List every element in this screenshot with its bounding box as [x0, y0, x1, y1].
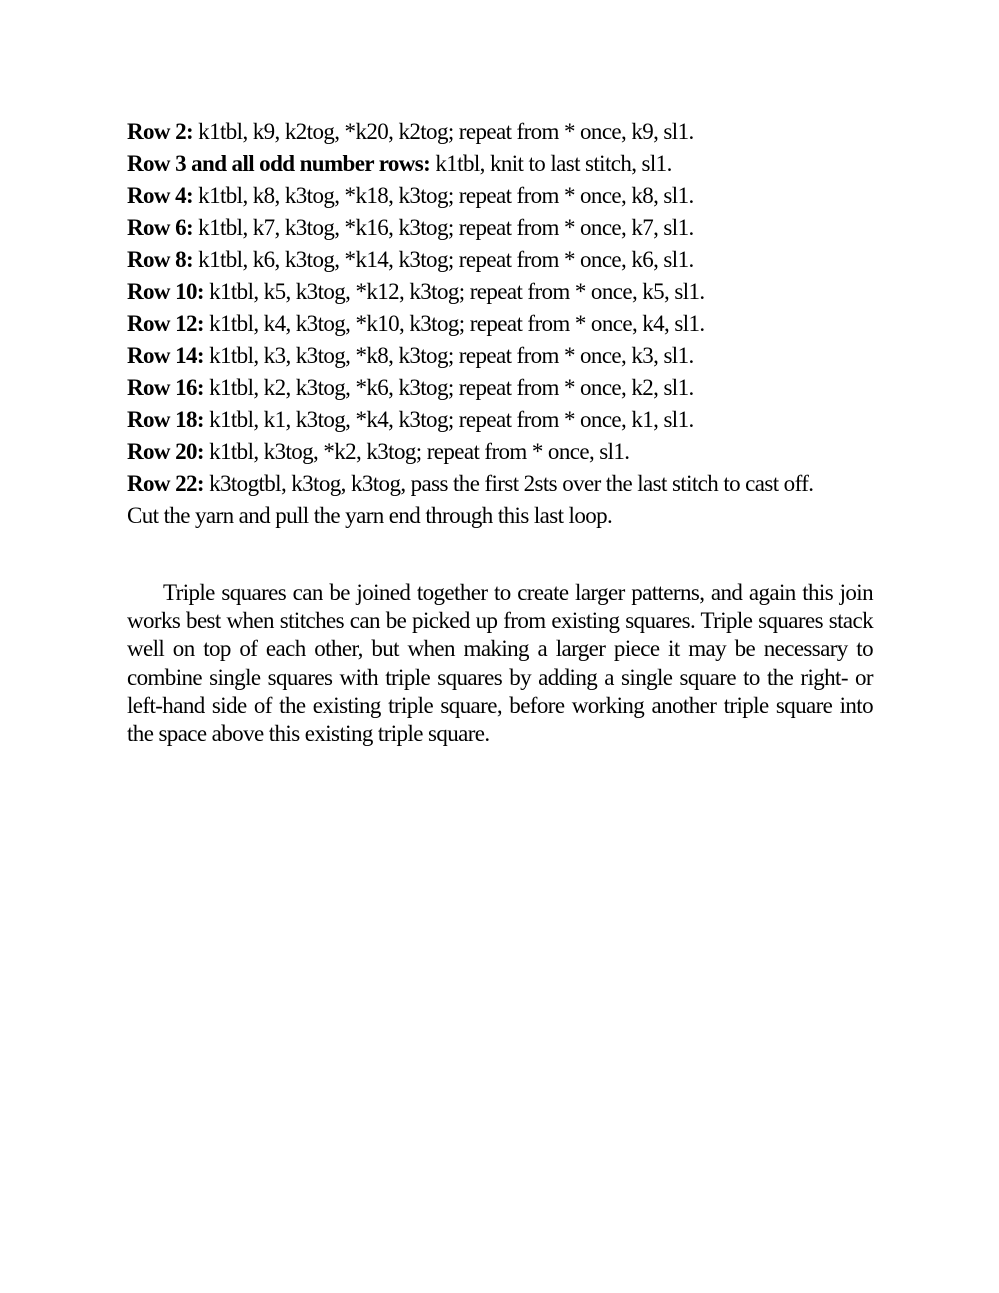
instruction-row-3-odd [127, 148, 875, 180]
instruction-row-20 [127, 436, 875, 468]
row-text: k3togtbl, k3tog, k3tog, pass the first 2sts over the last stitch to cast off. [203, 471, 814, 496]
closing-instruction: Cut the yarn and pull the yarn end through this last loop. [127, 503, 613, 528]
instruction-row-2 [127, 116, 875, 148]
row-text: k1tbl, k3tog, *k2, k3tog; repeat from * once, sl1. [203, 439, 630, 464]
instruction-row-8 [127, 244, 875, 276]
instruction-row-4 [127, 180, 875, 212]
row-label: Row 14: [127, 343, 204, 368]
instruction-row-6 [127, 212, 875, 244]
row-label: Row 16: [127, 375, 204, 400]
row-label: Row 18: [127, 407, 204, 432]
instruction-row-10 [127, 276, 875, 308]
row-label: Row 4: [127, 183, 194, 208]
instruction-row-16 [127, 372, 875, 404]
row-label: Row 2: [127, 119, 194, 144]
row-text: k1tbl, k2, k3tog, *k6, k3tog; repeat from * once, k2, sl1. [203, 375, 694, 400]
instruction-row-12 [127, 308, 875, 340]
row-label: Row 20: [127, 439, 204, 464]
row-label: Row 10: [127, 279, 204, 304]
row-text: k1tbl, k7, k3tog, *k16, k3tog; repeat from * once, k7, sl1. [193, 215, 694, 240]
instruction-row-22 [127, 470, 875, 498]
row-text: k1tbl, k1, k3tog, *k4, k3tog; repeat from * once, k1, sl1. [203, 407, 694, 432]
row-text: k1tbl, knit to last stitch, sl1. [430, 151, 672, 176]
instruction-row-14 [127, 340, 875, 372]
row-text: k1tbl, k6, k3tog, *k14, k3tog; repeat from * once, k6, sl1. [193, 247, 694, 272]
row-label: Row 3 and all odd number rows: [127, 151, 431, 176]
row-text: k1tbl, k8, k3tog, *k18, k3tog; repeat from * once, k8, sl1. [193, 183, 694, 208]
row-text: k1tbl, k3, k3tog, *k8, k3tog; repeat from * once, k3, sl1. [203, 343, 694, 368]
instruction-row-18 [127, 404, 875, 436]
knitting-instructions [127, 116, 875, 532]
row-label: Row 6: [127, 215, 194, 240]
body-paragraph: Triple squares can be joined together to create larger patterns, and again this join works best when stitches can be picked up from existing squares. Triple squares stack well on top of each other, but when making a larger piece it may be necessary to combine single squares with triple squares by adding a single square to the right- or left-hand side of the existing triple square, before working another triple square into the space above this existing triple square. [127, 580, 873, 747]
row-label: Row 12: [127, 311, 204, 336]
row-label: Row 22: [127, 471, 204, 496]
row-label: Row 8: [127, 247, 194, 272]
row-text: k1tbl, k9, k2tog, *k20, k2tog; repeat from * once, k9, sl1. [193, 119, 694, 144]
row-text: k1tbl, k4, k3tog, *k10, k3tog; repeat from * once, k4, sl1. [203, 311, 705, 336]
row-text: k1tbl, k5, k3tog, *k12, k3tog; repeat from * once, k5, sl1. [203, 279, 705, 304]
